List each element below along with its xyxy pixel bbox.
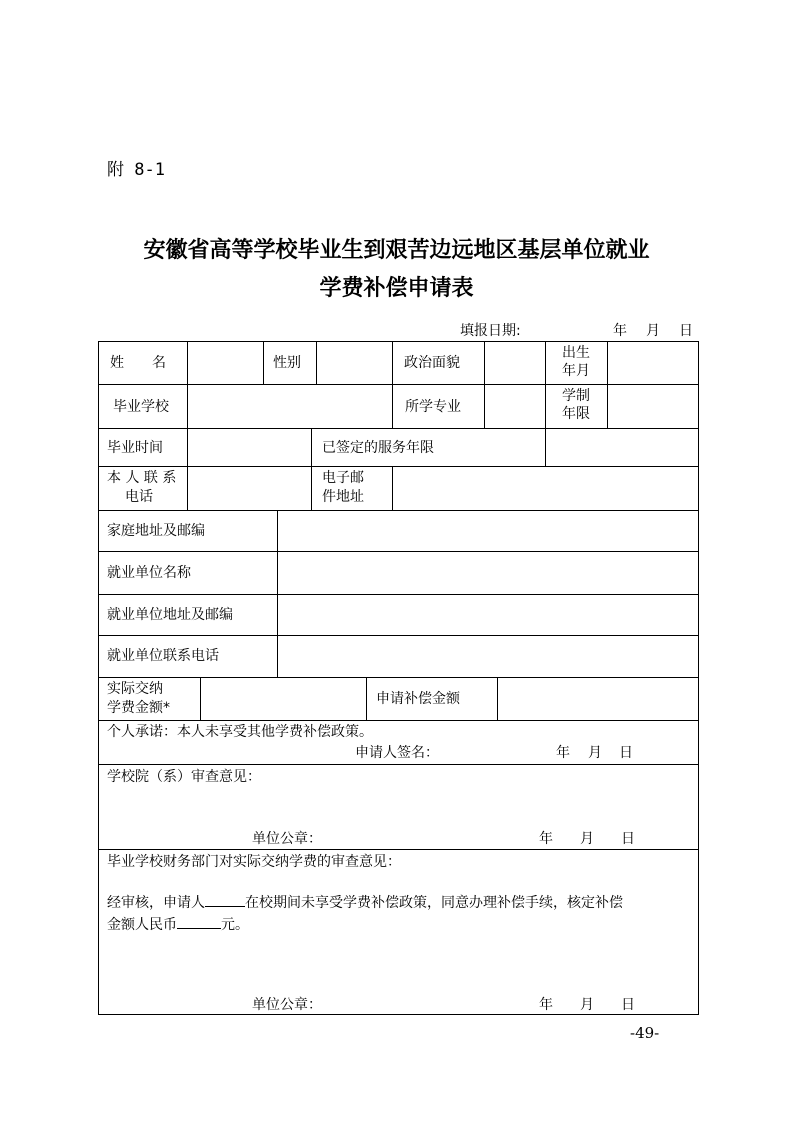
fill-date-month: 月 bbox=[646, 323, 660, 339]
tuition-label-line-2: 学费金额* bbox=[107, 700, 170, 716]
fill-date-label: 填报日期: bbox=[460, 323, 521, 339]
personal-pledge: 个人承诺：本人未享受其他学费补偿政策。 bbox=[107, 724, 373, 740]
school-review-year: 年 bbox=[539, 831, 553, 847]
applicant-name-blank bbox=[205, 892, 245, 907]
phone-label-line-2: 电话 bbox=[125, 489, 153, 505]
finance-review-day: 日 bbox=[621, 997, 635, 1013]
name-label: 姓 名 bbox=[110, 355, 166, 371]
finance-review-text-line-1 bbox=[107, 892, 623, 913]
form-title-line-2: 学费补偿申请表 bbox=[319, 275, 474, 301]
attachment-number: 附 8-1 bbox=[107, 160, 165, 180]
fill-date-year: 年 bbox=[613, 323, 627, 339]
finance-text-part-d: 元。 bbox=[221, 917, 249, 933]
fill-date-day: 日 bbox=[679, 323, 693, 339]
finance-review-label: 毕业学校财务部门对实际交纳学费的审查意见： bbox=[107, 854, 401, 870]
amount-blank bbox=[177, 914, 221, 929]
signature-year: 年 bbox=[556, 745, 570, 761]
school-review-day: 日 bbox=[621, 831, 635, 847]
employer-phone-label: 就业单位联系电话 bbox=[107, 648, 219, 664]
finance-text-part-b: 在校期间未享受学费补偿政策，同意办理补偿手续，核定补偿 bbox=[245, 895, 623, 911]
home-address-label: 家庭地址及邮编 bbox=[107, 523, 205, 539]
phone-label-line-1: 本 人 联 系 bbox=[107, 470, 177, 486]
birth-label-line-2: 年月 bbox=[562, 363, 590, 379]
applicant-signature-label: 申请人签名： bbox=[355, 745, 439, 761]
signature-day: 日 bbox=[619, 745, 633, 761]
study-years-label-line-2: 年限 bbox=[562, 406, 590, 422]
email-label-line-1: 电子邮 bbox=[322, 470, 364, 486]
signature-month: 月 bbox=[588, 745, 602, 761]
finance-text-part-a: 经审核，申请人 bbox=[107, 895, 205, 911]
finance-text-part-c: 金额人民币 bbox=[107, 917, 177, 933]
finance-seal-label: 单位公章： bbox=[252, 997, 322, 1013]
school-review-label: 学校院（系）审查意见： bbox=[107, 769, 261, 785]
school-seal-label: 单位公章： bbox=[252, 831, 322, 847]
gender-label: 性别 bbox=[273, 355, 301, 371]
school-review-month: 月 bbox=[580, 831, 594, 847]
finance-review-text-line-2 bbox=[107, 914, 249, 935]
finance-review-month: 月 bbox=[580, 997, 594, 1013]
tuition-label-line-1: 实际交纳 bbox=[107, 681, 163, 697]
study-years-label-line-1: 学制 bbox=[562, 388, 590, 404]
major-label: 所学专业 bbox=[405, 399, 461, 415]
employer-address-label: 就业单位地址及邮编 bbox=[107, 607, 233, 623]
graduate-school-label: 毕业学校 bbox=[113, 399, 169, 415]
birth-label-line-1: 出生 bbox=[562, 345, 590, 361]
finance-review-year: 年 bbox=[539, 997, 553, 1013]
employer-name-label: 就业单位名称 bbox=[107, 565, 191, 581]
form-title-line-1: 安徽省高等学校毕业生到艰苦边远地区基层单位就业 bbox=[143, 237, 650, 263]
political-status-label: 政治面貌 bbox=[404, 355, 460, 371]
email-label-line-2: 件地址 bbox=[322, 489, 364, 505]
page-number: -49- bbox=[630, 1024, 660, 1042]
compensation-amount-label: 申请补偿金额 bbox=[376, 691, 460, 707]
service-years-label: 已签定的服务年限 bbox=[322, 440, 434, 456]
graduation-time-label: 毕业时间 bbox=[107, 440, 163, 456]
